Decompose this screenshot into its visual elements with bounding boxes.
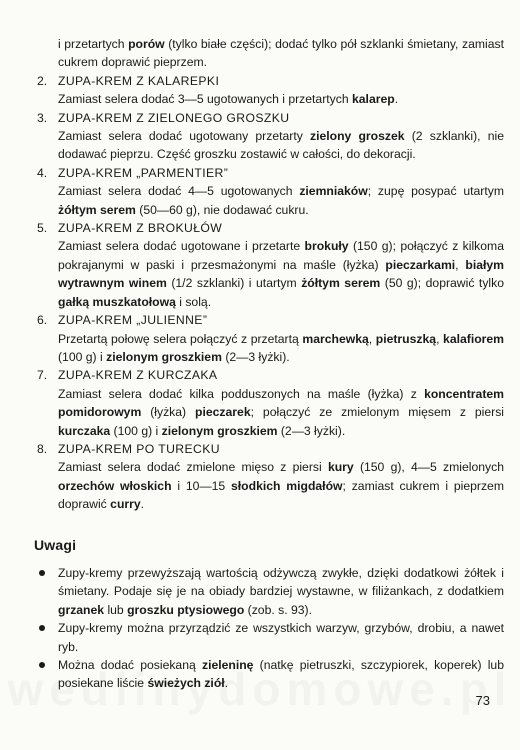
- recipe-item: [34, 311, 504, 366]
- recipe-list: [34, 72, 504, 514]
- bold-term: kalarep: [352, 92, 395, 107]
- bold-term: zielonym groszkiem: [106, 349, 222, 364]
- recipe-title: ZUPA-KREM Z KALAREPKI: [58, 73, 220, 88]
- bold-term: orzechów włoskich: [58, 478, 172, 493]
- bold-term: pieczarkami: [385, 257, 456, 272]
- recipe-number: 8.: [37, 441, 48, 456]
- bold-term: kalafiorem: [443, 331, 505, 346]
- bullet-icon: [39, 625, 45, 631]
- recipe-body: Zamiast selera dodać 4—5 ugotowanych ziemniaków; zupę posypać utartym żółtym serem (50—60 g), nie dodawać cukru.: [58, 184, 504, 217]
- bold-term: żółtym serem: [58, 202, 136, 217]
- bullet-icon: [39, 570, 45, 576]
- recipe-title: ZUPA-KREM „PARMENTIER”: [58, 165, 229, 180]
- bold-term: ziemniaków: [299, 184, 368, 199]
- recipe-item: [34, 440, 504, 514]
- recipe-number: 5.: [37, 221, 48, 236]
- recipe-number: 3.: [37, 110, 48, 125]
- bold-term: pietruszką: [375, 331, 437, 346]
- intro-paragraph: i przetartych porów (tylko białe części); dodać tylko pół szklanki śmietany, zamiast cukrem doprawić pieprzem.: [58, 37, 504, 70]
- recipe-body: Zamiast selera dodać kilka podduszonych na maśle (łyżka) z koncentratem pomidorowym (łyżka) pieczarek; połączyć ze zmielonym mięsem z piersi kurczaka (100 g) i zielonym groszkiem (2—3 łyżki).: [58, 386, 504, 438]
- recipe-item: [34, 72, 504, 109]
- bold-term: białym wytrawnym winem: [58, 257, 504, 291]
- bold-term: świeżych ziół: [147, 676, 225, 691]
- recipe-item: [34, 366, 504, 440]
- recipe-title: ZUPA-KREM PO TURECKU: [58, 441, 220, 456]
- bold-term: kury: [327, 460, 354, 475]
- bold-term: grzanek: [58, 602, 105, 617]
- note-item: Zupy-kremy można przyrządzić ze wszystkich warzyw, grzybów, drobiu, a nawet ryb.: [34, 619, 504, 656]
- bold-term: zielony groszek: [310, 129, 405, 144]
- recipe-body: Zamiast selera dodać zmielone mięso z piersi kury (150 g), 4—5 zmielonych orzechów włoskich i 10—15 słodkich migdałów; zamiast cukrem i pieprzem doprawić curry.: [58, 460, 504, 512]
- bold-term: marchewką: [302, 331, 369, 346]
- recipe-body: Przetartą połowę selera połączyć z przetartą marchewką, pietruszką, kalafiorem (100 g) i zielonym groszkiem (2—3 łyżki).: [58, 331, 505, 364]
- bold-term: porów: [128, 37, 165, 51]
- recipe-title: ZUPA-KREM Z ZIELONEGO GROSZKU: [58, 110, 290, 125]
- bold-term: koncentratem pomidorowym: [58, 386, 504, 420]
- bold-term: curry: [110, 497, 141, 512]
- bold-term: brokuły: [304, 239, 349, 254]
- bold-term: kurczaka: [58, 423, 111, 438]
- page-number: 73: [475, 693, 490, 708]
- recipe-item: [34, 109, 504, 164]
- notes-title: Uwagi: [34, 536, 77, 553]
- recipe-item: [34, 219, 504, 311]
- recipe-number: 7.: [37, 368, 48, 383]
- recipe-body: Zamiast selera dodać 3—5 ugotowanych i przetartych kalarep.: [58, 92, 399, 107]
- bold-term: gałką muszkatołową: [58, 294, 176, 309]
- bold-term: słodkich migdałów: [231, 478, 343, 493]
- bold-term: zieleninę: [201, 658, 254, 672]
- note-item: Zupy-kremy przewyższają wartością odżywczą zwykłe, dzięki dodatkowi żółtek i śmietany. Podaje się je na obiady bardziej wystawne, w filiżankach, z dodatkiem grzanek lub groszku ptysiowego (zob. s. 93).: [34, 564, 504, 619]
- bullet-icon: [39, 662, 45, 668]
- bold-term: żółtym serem: [301, 276, 381, 291]
- recipe-title: ZUPA-KREM Z BROKUŁÓW: [58, 221, 223, 236]
- recipe-number: 4.: [37, 165, 48, 180]
- bold-term: groszku ptysiowego: [127, 602, 245, 617]
- page-content: [34, 35, 504, 693]
- recipe-title: ZUPA-KREM Z KURCZAKA: [58, 368, 218, 383]
- bold-term: pieczarek: [195, 405, 251, 420]
- recipe-number: 6.: [37, 313, 48, 328]
- recipe-item: [34, 164, 504, 219]
- recipe-number: 2.: [37, 73, 48, 88]
- note-item: Można dodać posiekaną zieleninę (natkę pietruszki, szczypiorek, koperek) lub posiekane liście świeżych ziół.: [34, 656, 504, 693]
- recipe-body: Zamiast selera dodać ugotowane i przetarte brokuły (150 g); połączyć z kilkoma pokrajanymi w paski i przesmażonymi na maśle (łyżka) pieczarkami, białym wytrawnym winem (1/2 szklanki) i utartym żółtym serem (50 g); doprawić tylko gałką muszkatołową i solą.: [58, 239, 504, 309]
- recipe-body: Zamiast selera dodać ugotowany przetarty zielony groszek (2 szklanki), nie dodawać pieprzu. Część groszku zostawić w całości, do dekoracji.: [58, 129, 504, 162]
- notes-list: [34, 564, 504, 693]
- bold-term: zielonym groszkiem: [161, 423, 278, 438]
- recipe-title: ZUPA-KREM „JULIENNE”: [58, 313, 208, 328]
